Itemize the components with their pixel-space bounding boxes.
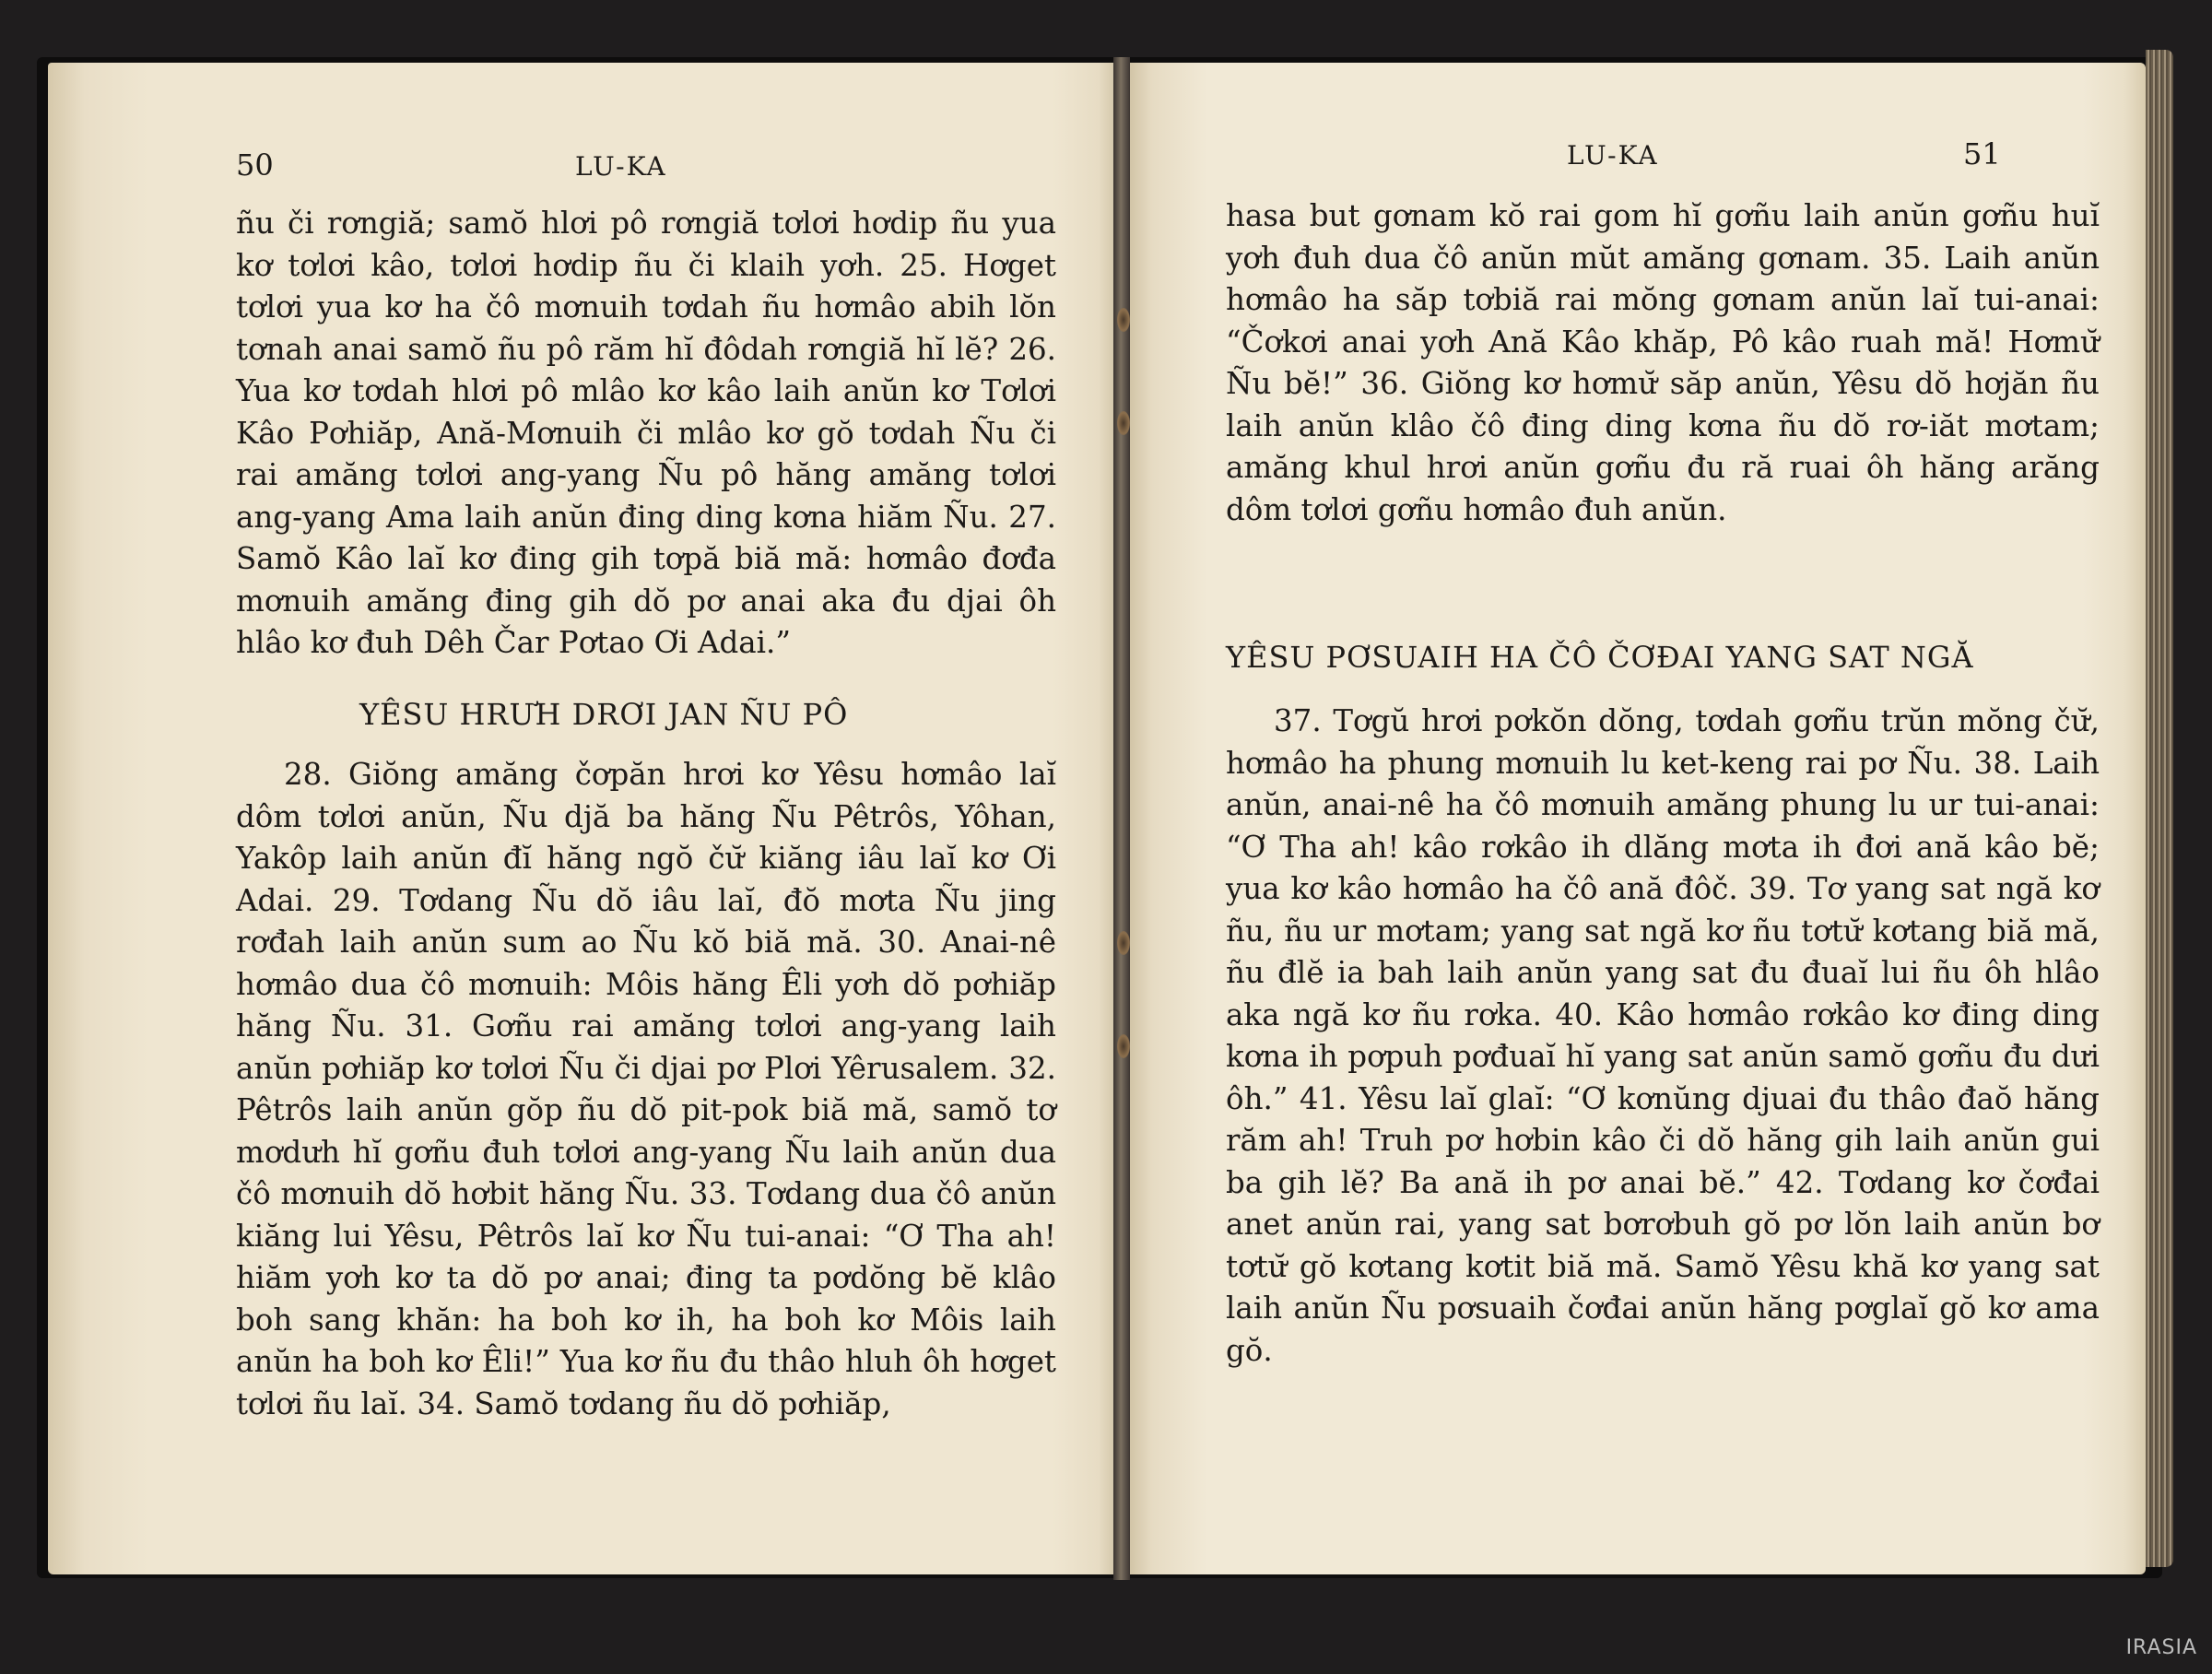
binding-stitch	[1117, 1034, 1130, 1058]
binding-stitch	[1117, 308, 1130, 332]
left-text-block-1	[236, 203, 1056, 665]
right-text-block-1	[1226, 195, 2100, 531]
right-running-head: LU-KA	[1567, 140, 1659, 171]
right-page	[1124, 63, 2146, 1574]
right-text-block-2	[1226, 701, 2100, 1372]
left-text-block-2	[236, 754, 1056, 1425]
watermark-text: IRASIA	[2125, 1636, 2197, 1659]
left-running-head: LU-KA	[575, 151, 667, 182]
binding-stitch	[1117, 411, 1130, 435]
left-page	[48, 63, 1119, 1574]
binding-stitch	[1117, 931, 1130, 955]
right-section-heading: YÊSU PƠSUAIH HA ČÔ ČƠĐAI YANG SAT NGĂ	[1226, 640, 1974, 675]
left-page-number: 50	[236, 147, 274, 183]
right-paragraph-2: 37. Tơgŭ hrơi pơkŏn dŏng, tơdah gơñu trŭn mŏng čư̆, hơmâo ha phung mơnuih lu ket-keng rai pơ Ñu. 38. Laih anŭn, anai-nê ha čô mơnuih amăng phung lu ur tui-anai: “Ơ Tha ah! kâo rơkâo ih dlăng mơta ih đơi ană kâo bĕ; yua kơ kâo hơmâo ha čô ană đôč. 39. Tơ yang sat ngă kơ ñu, ñu ur mơtam; yang sat ngă kơ ñu tơtư̆ kơtang biă mă, ñu đlĕ ia bah laih anŭn yang sat đu đuaĭ lui ñu ôh hlâo aka ngă kơ ñu rơka. 40. Kâo hơmâo rơkâo kơ đing ding kơna ih pơpuh pơđuaĭ hĭ yang sat anŭn samŏ gơñu đu dưi ôh.” 41. Yêsu laĭ glaĭ: “Ơ kơnŭng djuai đu thâo đaŏ hăng răm ah! Truh pơ hơbin kâo či dŏ hăng gih laih anŭn gui ba gih lĕ? Ba ană ih pơ anai bĕ.” 42. Tơdang kơ čơđai anet anŭn rai, yang sat bơrơbuh gŏ pơ lŏn laih anŭn bơ tơtư̆ gŏ kơtang kơtit biă mă. Samŏ Yêsu khă kơ yang sat laih anŭn Ñu pơsuaih čơđai anŭn hăng pơglaĭ gŏ kơ ama gŏ.	[1226, 703, 2100, 1368]
book-fore-edge	[2146, 50, 2173, 1567]
right-page-number: 51	[1963, 136, 2001, 171]
right-paragraph-1: hasa but gơnam kŏ rai gom hĭ gơñu laih anŭn gơñu huĭ yơh đuh dua čô anŭn mŭt amăng gơnam. 35. Laih anŭn hơmâo ha săp tơbiă rai mŏng gơnam anŭn laĭ tui-anai: “Čơkơi anai yơh Ană Kâo khăp, Pô kâo ruah mă! Hơmư̆ Ñu bĕ!” 36. Giŏng kơ hơmư̆ săp anŭn, Yêsu dŏ hơjăn ñu laih anŭn klâo čô đing ding kơna ñu dŏ rơ-iăt mơtam; amăng khul hrơi anŭn gơñu đu ră ruai ôh hăng arăng dôm tơlơi gơñu hơmâo đuh anŭn.	[1226, 198, 2100, 527]
book-gutter	[1113, 57, 1130, 1580]
left-paragraph-1: ñu či rơngiă; samŏ hlơi pô rơngiă tơlơi hơdip ñu yua kơ tơlơi kâo, tơlơi hơdip ñu či klaih yơh. 25. Hơget tơlơi yua kơ ha čô mơnuih tơdah ñu hơmâo abih lŏn tơnah anai samŏ ñu pô răm hĭ đôdah rơngiă hĭ lĕ? 26. Yua kơ tơdah hlơi pô mlâo kơ kâo laih anŭn kơ Tơlơi Kâo Pơhiăp, Ană-Mơnuih či mlâo kơ gŏ tơdah Ñu či rai amăng tơlơi ang-yang Ñu pô hăng amăng tơlơi ang-yang Ama laih anŭn đing ding kơna hiăm Ñu. 27. Samŏ Kâo laĭ kơ đing gih tơpă biă mă: hơmâo đơđa mơnuih amăng đing gih dŏ pơ anai aka đu djai ôh hlâo kơ đuh Dêh Čar Pơtao Ơi Adai.”	[236, 206, 1056, 660]
left-paragraph-2: 28. Giŏng amăng čơpăn hrơi kơ Yêsu hơmâo laĭ dôm tơlơi anŭn, Ñu djă ba hăng Ñu Pêtrôs, Yôhan, Yakôp laih anŭn đĭ hăng ngŏ čư̆ kiăng iâu laĭ kơ Ơi Adai. 29. Tơdang Ñu dŏ iâu laĭ, đŏ mơta Ñu jing rơđah laih anŭn sum ao Ñu kŏ biă mă. 30. Anai-nê hơmâo dua čô mơnuih: Môis hăng Êli yơh dŏ pơhiăp hăng Ñu. 31. Gơñu rai amăng tơlơi ang-yang laih anŭn pơhiăp kơ tơlơi Ñu či djai pơ Plơi Yêrusalem. 32. Pêtrôs laih anŭn gŏp ñu dŏ pit-pok biă mă, samŏ tơ mơdưh hĭ gơñu đuh tơlơi ang-yang Ñu laih anŭn dua čô mơnuih dŏ hơbit hăng Ñu. 33. Tơdang dua čô anŭn kiăng lui Yêsu, Pêtrôs laĭ kơ Ñu tui-anai: “Ơ Tha ah! hiăm yơh kơ ta dŏ pơ anai; đing ta pơdŏng bĕ klâo boh sang khăn: ha boh kơ ih, ha boh kơ Môis laih anŭn ha boh kơ Êli!” Yua kơ ñu đu thâo hluh ôh hơget tơlơi ñu laĭ. 34. Samŏ tơdang ñu dŏ pơhiăp,	[236, 757, 1056, 1421]
left-section-heading: YÊSU HRƯH DRƠI JAN ÑU PÔ	[359, 697, 849, 732]
